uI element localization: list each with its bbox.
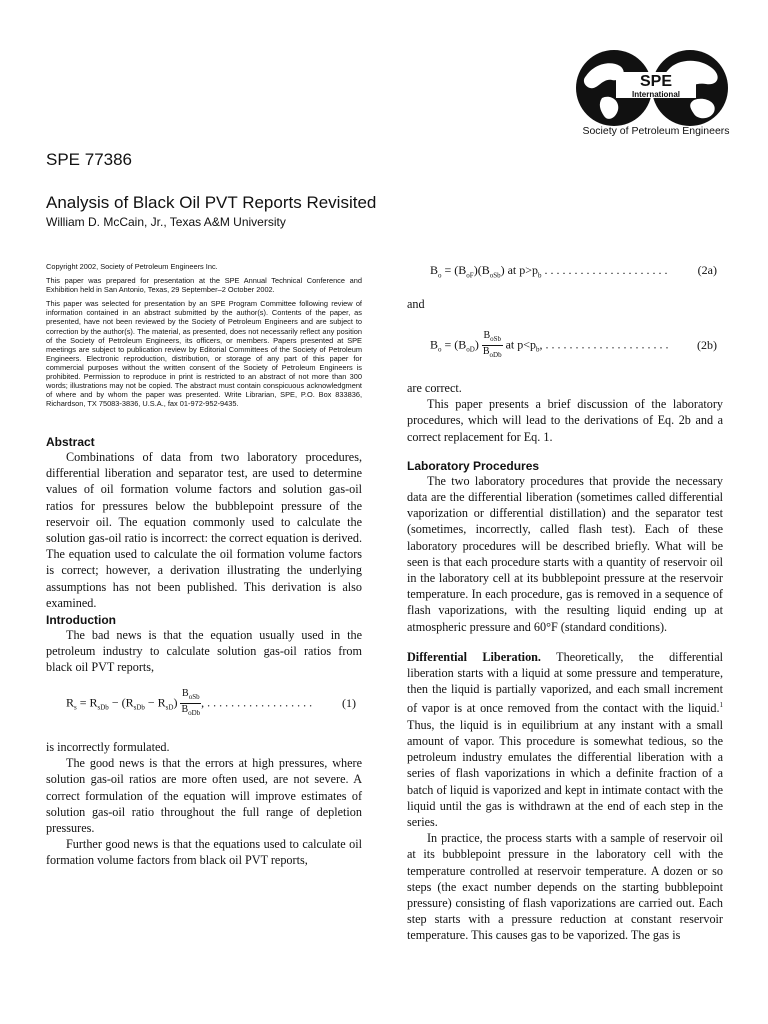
introduction-p1: The bad news is that the equation usually used in the petroleum industry to calculate solution gas-oil ratios from black oil PVT reports, [46, 628, 362, 675]
lab-procedures-p1: The two laboratory procedures that provide the necessary data are the differential liberation (sometimes called differential vaporization or differential distillation) and the separator test (sometimes, incorrectly, called flash test). Each of these laboratory procedures will be described briefly. What will be seen is that each procedure starts with a quantity of reservoir oil in the laboratory cell at its bubblepoint pressure at the reservoir temperature. In each procedure, gas is removed in a sequence of flash vaporizations, with the resulting liquid ending up at atmospheric pressure and 60°F (standard conditions). [407, 473, 723, 634]
paper-title: Analysis of Black Oil PVT Reports Revisited [46, 193, 377, 212]
eq2b-fraction: $\frac{B_{oSb}}{B_{oDb}}$ [482, 330, 502, 359]
logo-brand: SPE [639, 73, 673, 90]
introduction-p2b: The good news is that the errors at high pressures, where solution gas-oil ratios are more often used, are not severe. A correct formulation of the equation will improve estimates of solution gas-oil ratio throughout the full range of depletion pressures. [46, 756, 362, 836]
paper-authors: William D. McCain, Jr., Texas A&M University [46, 215, 286, 229]
differential-liberation-paragraph: Differential Liberation. Theoretically, the differential liberation starts with a liquid at some pressure and temperature, then the liquid is partially vaporized, and each small increment of vapor is at once removed from the contact with the liquid.$^1$ Thus, the liquid is in equilibrium at any instant with a small amount of vapor. This procedure is somewhat tedious, so the petroleum industry emulates the differential liberation with a series of flash vaporizations in which a definite fraction of a batch of liquid is vaporized and kept in intimate contact with the liquid until the gas is withdrawn at the end of each step in the series. [407, 649, 723, 829]
introduction-p3: Further good news is that the equations used to calculate oil formation volume factors from black oil PVT reports, [46, 837, 362, 868]
this-paper-paragraph: This paper presents a brief discussion of the laboratory procedures, which will lead to the derivations of Eq. 2b and a correct replacement for Eq. 1. [407, 397, 723, 444]
introduction-p2a: is incorrectly formulated. [46, 740, 170, 754]
eq2b-number: (2b) [697, 338, 717, 352]
differential-liberation-p2: In practice, the process starts with a sample of reservoir oil at its bubblepoint pressure in the laboratory cell with the temperature controlled at reservoir temperature. A dozen or so steps (the exact number depends on the starting bubblepoint pressure) consisting of flash vaporizations are carried out. Each step starts with a pressure reduction at constant reservoir temperature. This causes gas to be vaporized. The gas is [407, 831, 723, 943]
introduction-heading: Introduction [46, 613, 116, 627]
eq2a-number: (2a) [697, 263, 717, 277]
abstract-section [46, 435, 362, 611]
abstract-text: Combinations of data from two laboratory procedures, differential liberation and separator test, are used to determine values of oil formation volume factors and solution gas-oil ratios for pressures below the bubblepoint pressure of the reservoir oil. The equation commonly used to calculate the solution gas-oil ratio is incorrect: the correct equation is derived. The equation used to calculate the oil formation volume factors is correct; however, a derivation illustrating the underlying assumptions has not been published. This derivation is also examined. [46, 450, 362, 610]
and-word: and [407, 297, 425, 311]
copyright-notice [46, 262, 362, 408]
equation-1: $R_s = R_{sDb} - (R_{sDb} - R_{sD})$ $\frac{B_{oSb}}{B_{oDb}}$ , . . . . . . . . . . . . . . . . . . (1) [66, 688, 356, 717]
differential-liberation-subhead: Differential Liberation. [407, 649, 541, 664]
eq1-number: (1) [342, 696, 356, 710]
are-correct: are correct. [407, 381, 462, 395]
introduction-continued [46, 739, 362, 869]
logo-subbrand: International [631, 90, 681, 99]
logo-caption: Society of Petroleum Engineers [582, 125, 730, 137]
paper-number: SPE 77386 [46, 150, 133, 169]
abstract-heading: Abstract [46, 435, 95, 449]
eq1-fraction: $\frac{B_{oSb}}{B_{oDb}}$ [181, 688, 201, 717]
equation-2a: $B_o = (B_{oF})(B_{oSb})$ at $p>p_b$ . . . . . . . . . . . . . . . . . . . . . (2a) [430, 263, 717, 280]
introduction-section [46, 613, 362, 676]
equation-2b: $B_o = (B_{oD})$ $\frac{B_{oSb}}{B_{oDb}}$ at $p<p_b$, . . . . . . . . . . . . . . . . . . . . . (2b) [430, 330, 717, 359]
right-column-text [407, 380, 723, 944]
reference-1: 1 [719, 701, 723, 710]
prepared-notice: This paper was prepared for presentation at the SPE Annual Technical Conference and Exhibition held in San Antonio, Texas, 29 September–2 October 2002. [46, 276, 362, 295]
selection-notice: This paper was selected for presentation by an SPE Program Committee following review of information contained in an abstract submitted by the author(s). Contents of the paper, as presented, have not been reviewed by the Society of Petroleum Engineers and are subject to correction by the author(s). The material, as presented, does not necessarily reflect any position of the Society of Petroleum Engineers, its officers, or members. Papers presented at SPE meetings are subject to publication review by Editorial Committees of the Society of Petroleum Engineers. Electronic reproduction, distribution, or storage of any part of this paper for commercial purposes without the written consent of the Society of Petroleum Engineers is prohibited. Permission to reproduce in print is restricted to an abstract of not more than 300 words; illustrations may not be copied. The abstract must contain conspicuous acknowledgment of where and by whom the paper was presented. Write Librarian, SPE, P.O. Box 833836, Richardson, TX 75083-3836, U.S.A., fax 01-972-952-9435. [46, 299, 362, 409]
copyright-line: Copyright 2002, Society of Petroleum Engineers Inc. [46, 262, 218, 271]
lab-procedures-heading: Laboratory Procedures [407, 458, 540, 473]
